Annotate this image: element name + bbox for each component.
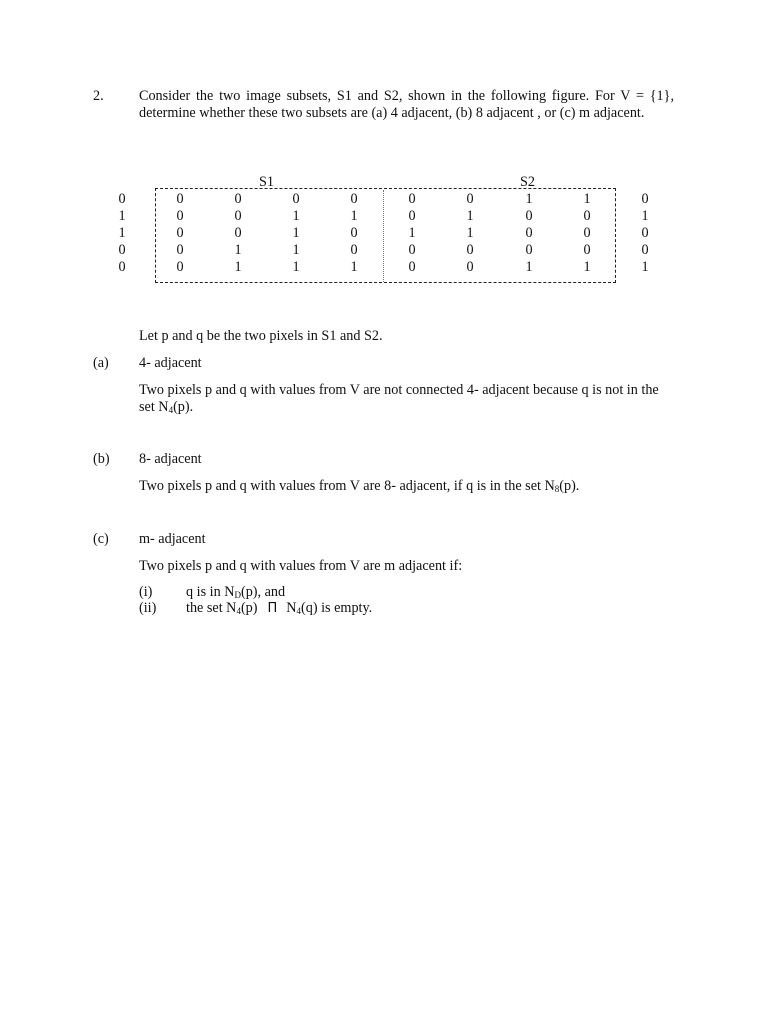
pixel-value: 0 [466, 259, 474, 275]
part-b-text: Two pixels p and q with values from V are 8- adjacent, if q is in the set $N_8(p)$. [139, 478, 580, 494]
pixel-value: 0 [350, 242, 358, 258]
pixel-value: 0 [234, 208, 242, 224]
pixel-value: 0 [583, 208, 591, 224]
pixel-value: 0 [234, 191, 242, 207]
pixel-value: 0 [118, 242, 126, 258]
s2-label: S2 [520, 174, 535, 190]
pixel-value: 0 [408, 191, 416, 207]
pixel-value: 0 [408, 208, 416, 224]
pixel-value: 0 [641, 242, 649, 258]
part-c-heading: m- adjacent [139, 531, 206, 547]
part-b-heading: 8- adjacent [139, 451, 202, 467]
pixel-value: 0 [176, 208, 184, 224]
condition-ii-text: the set $N_4(p)$ Π $N_4(q)$ is empty. [186, 600, 373, 616]
pixel-value: 0 [641, 191, 649, 207]
pixel-value: 0 [583, 225, 591, 241]
pixel-value: 1 [350, 259, 358, 275]
s1-label: S1 [259, 174, 274, 190]
pixel-value: 0 [176, 225, 184, 241]
question-number: 2. [93, 88, 104, 104]
subset-border [155, 188, 616, 283]
pixel-value: 0 [176, 242, 184, 258]
pixel-value: 1 [292, 242, 300, 258]
pixel-value: 0 [176, 259, 184, 275]
pixel-value: 0 [408, 242, 416, 258]
pixel-value: 0 [583, 242, 591, 258]
pixel-value: 1 [641, 208, 649, 224]
pixel-value: 1 [466, 208, 474, 224]
pixel-value: 1 [641, 259, 649, 275]
pixel-value: 1 [292, 225, 300, 241]
pixel-value: 0 [408, 259, 416, 275]
condition-i-number: (i) [139, 584, 153, 600]
pixel-value: 1 [234, 259, 242, 275]
pixel-value: 0 [234, 225, 242, 241]
pixel-value: 0 [466, 191, 474, 207]
pixel-value: 1 [350, 208, 358, 224]
pixel-value: 0 [641, 225, 649, 241]
pixel-value: 1 [292, 208, 300, 224]
pixel-value: 1 [466, 225, 474, 241]
pixel-value: 1 [525, 259, 533, 275]
condition-i-text: q is in $N_D(p)$, and [186, 584, 286, 600]
pixel-value: 0 [525, 225, 533, 241]
part-a-label: (a) [93, 355, 109, 371]
pixel-value: 0 [350, 225, 358, 241]
intersection-symbol: Π [267, 601, 278, 616]
pixel-value: 0 [466, 242, 474, 258]
part-a-text: Two pixels p and q with values from V are not connected 4- adjacent because q is not in the set $N_4(p)$. [139, 382, 659, 415]
pixel-value: 0 [525, 242, 533, 258]
pixel-value: 1 [583, 191, 591, 207]
part-a-heading: 4- adjacent [139, 355, 202, 371]
pixel-value: 1 [408, 225, 416, 241]
pixel-value: 0 [525, 208, 533, 224]
pixel-value: 1 [583, 259, 591, 275]
pixel-value: 0 [292, 191, 300, 207]
intro-text: Let p and q be the two pixels in S1 and S2. [139, 328, 383, 344]
part-c-text: Two pixels p and q with values from V are m adjacent if: [139, 558, 463, 574]
pixel-value: 0 [118, 259, 126, 275]
pixel-value: 0 [176, 191, 184, 207]
pixel-value: 0 [118, 191, 126, 207]
condition-ii-number: (ii) [139, 600, 157, 616]
pixel-value: 1 [118, 208, 126, 224]
part-c-label: (c) [93, 531, 109, 547]
pixel-value: 1 [292, 259, 300, 275]
pixel-value: 0 [350, 191, 358, 207]
pixel-value: 1 [525, 191, 533, 207]
part-b-label: (b) [93, 451, 110, 467]
subset-divider [383, 190, 384, 282]
pixel-value: 1 [118, 225, 126, 241]
pixel-value: 1 [234, 242, 242, 258]
question-text: Consider the two image subsets, S1 and S2, shown in the following figure. For V = {1}, determine whether these two subsets are (a) 4 adjacent, (b) 8 adjacent , or (c) m adjacent. [139, 88, 674, 121]
